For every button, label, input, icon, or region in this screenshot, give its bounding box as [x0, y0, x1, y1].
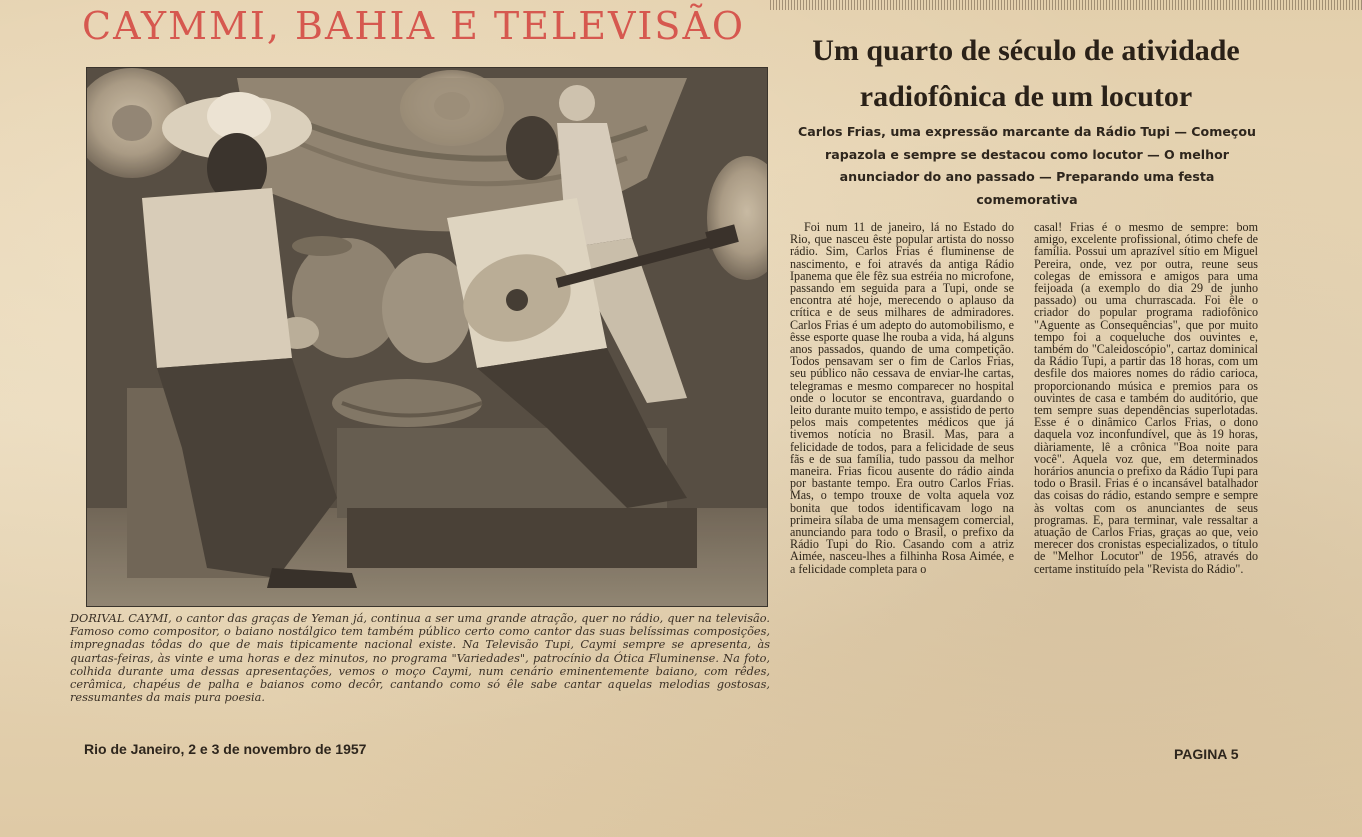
article-column-2: casal! Frias é o mesmo de sempre: bom amigo, excelente profissional, ótimo chefe de família. Possui um aprazível sítio em Miguel Pereira, onde, vez por outra, reune seus colegas de emissora e amigos para uma feijoada (a exemplo do dia 29 de junho passado) ou uma churrascada. Foi êle o criador do popular programa radiofônico "Aguente as Consequências", que por muito tempo foi a coqueluche dos ouvintes e, também do "Caleidoscópio", cartaz dominical da Rádio Tupi, a partir das 18 horas, com um desfile dos maiores nomes do rádio carioca, proporcionando música e premios para os ouvintes de casa e também do auditório, que tem sempre suas dependências superlotadas. Esse é o dinâmico Carlos Frias, o dono daquela voz inconfundível, que às 19 horas, diàriamente, lê a crônica "Boa noite para você". Aquela voz que, em determinados horários anuncia o prefixo da Rádio Tupi para todo o Brasil. Frias é o incansável batalhador das coisas do rádio, estando sempre e sempre às voltas com os anunciantes de seus programas. E, para terminar, vale ressaltar a atuação de Carlos Frias, graças ao que, veio merecer dos cronistas especializados, o título de "Melhor Locutor" de 1956, através do certame instituído pela "Revista do Rádio".	[1034, 220, 1258, 576]
article-subhead: Carlos Frias, uma expressão marcante da Rádio Tupi — Começou rapazola e sempre se destacou como locutor — O melhor anunciador do ano passado — Preparando uma festa comemorativa	[798, 124, 1256, 207]
page-number: PAGINA 5	[1174, 746, 1239, 762]
article-title: Um quarto de século de atividade radiofônica de um locutor	[812, 34, 1240, 113]
photo-caption: DORIVAL CAYMI, o cantor das graças de Yeman já, continua a ser uma grande atração, quer no rádio, quer na televisão. Famoso como compositor, o baiano nostálgico tem também público certo como cantor das suas belíssimas composições, impregnadas tôdas do que de mais tipicamente nacional existe. Na Televisão Tupi, Caymi sempre se apresenta, às quartas-feiras, às vinte e uma horas e dez minutos, no programa "Variedades", patrocínio da Ótica Fluminense. Na foto, colhida durante uma dessas apresentações, vemos o moço Caymi, num cenário eminentemente baiano, com rêdes, cerâmica, chapéus de palha e baianos como decôr, cantando como só êle sabe cantar aquelas melodias gostosas, ressumantes da mais pura poesia.	[70, 612, 770, 705]
article-column-1: Foi num 11 de janeiro, lá no Estado do Rio, que nasceu êste popular artista do nosso rádio. Sim, Carlos Frias é fluminense de nascimento, e foi através da antiga Rádio Ipanema que êle fêz sua estréia no microfone, passando em seguida para a Tupi, onde se encontra até hoje, merecendo o aplauso da crítica e de seus milhares de admiradores. Carlos Frias é um adepto do automobilismo, e êsse esporte quase lhe rouba a vida, há alguns anos passados, quando de uma competição. Todos pensavam ser o fim de Carlos Frias, seu público não cessava de enviar-lhe cartas, telegramas e mesmo comparecer no hospital onde o locutor se encontrava, guardando o leito durante muito tempo, e assistido de perto pelos mais competentes médicos que já tivemos notícia no Brasil. Mas, para a felicidade de todos, para a felicidade de seus fãs e de sua família, tudo passou da melhor maneira. Frias ficou ausente do rádio ainda por bastante tempo. Era outro Carlos Frias. Mas, o tempo trouxe de volta aquela voz bonita que todos identificavam logo na primeira sílaba de uma mensagem comercial, anunciando para todo o Brasil, o prefixo da Rádio Tupi do Rio. Casando com a atriz Aimée, nasceu-lhes a filhinha Rosa Aimée, e a felicidade completa para o	[790, 220, 1014, 576]
issue-date: Rio de Janeiro, 2 e 3 de novembro de 1957	[84, 741, 367, 757]
caymmi-photo	[86, 67, 768, 607]
page-top-edge	[770, 0, 1362, 10]
page-headline: CAYMMI, BAHIA E TELEVISÃO	[82, 4, 746, 48]
